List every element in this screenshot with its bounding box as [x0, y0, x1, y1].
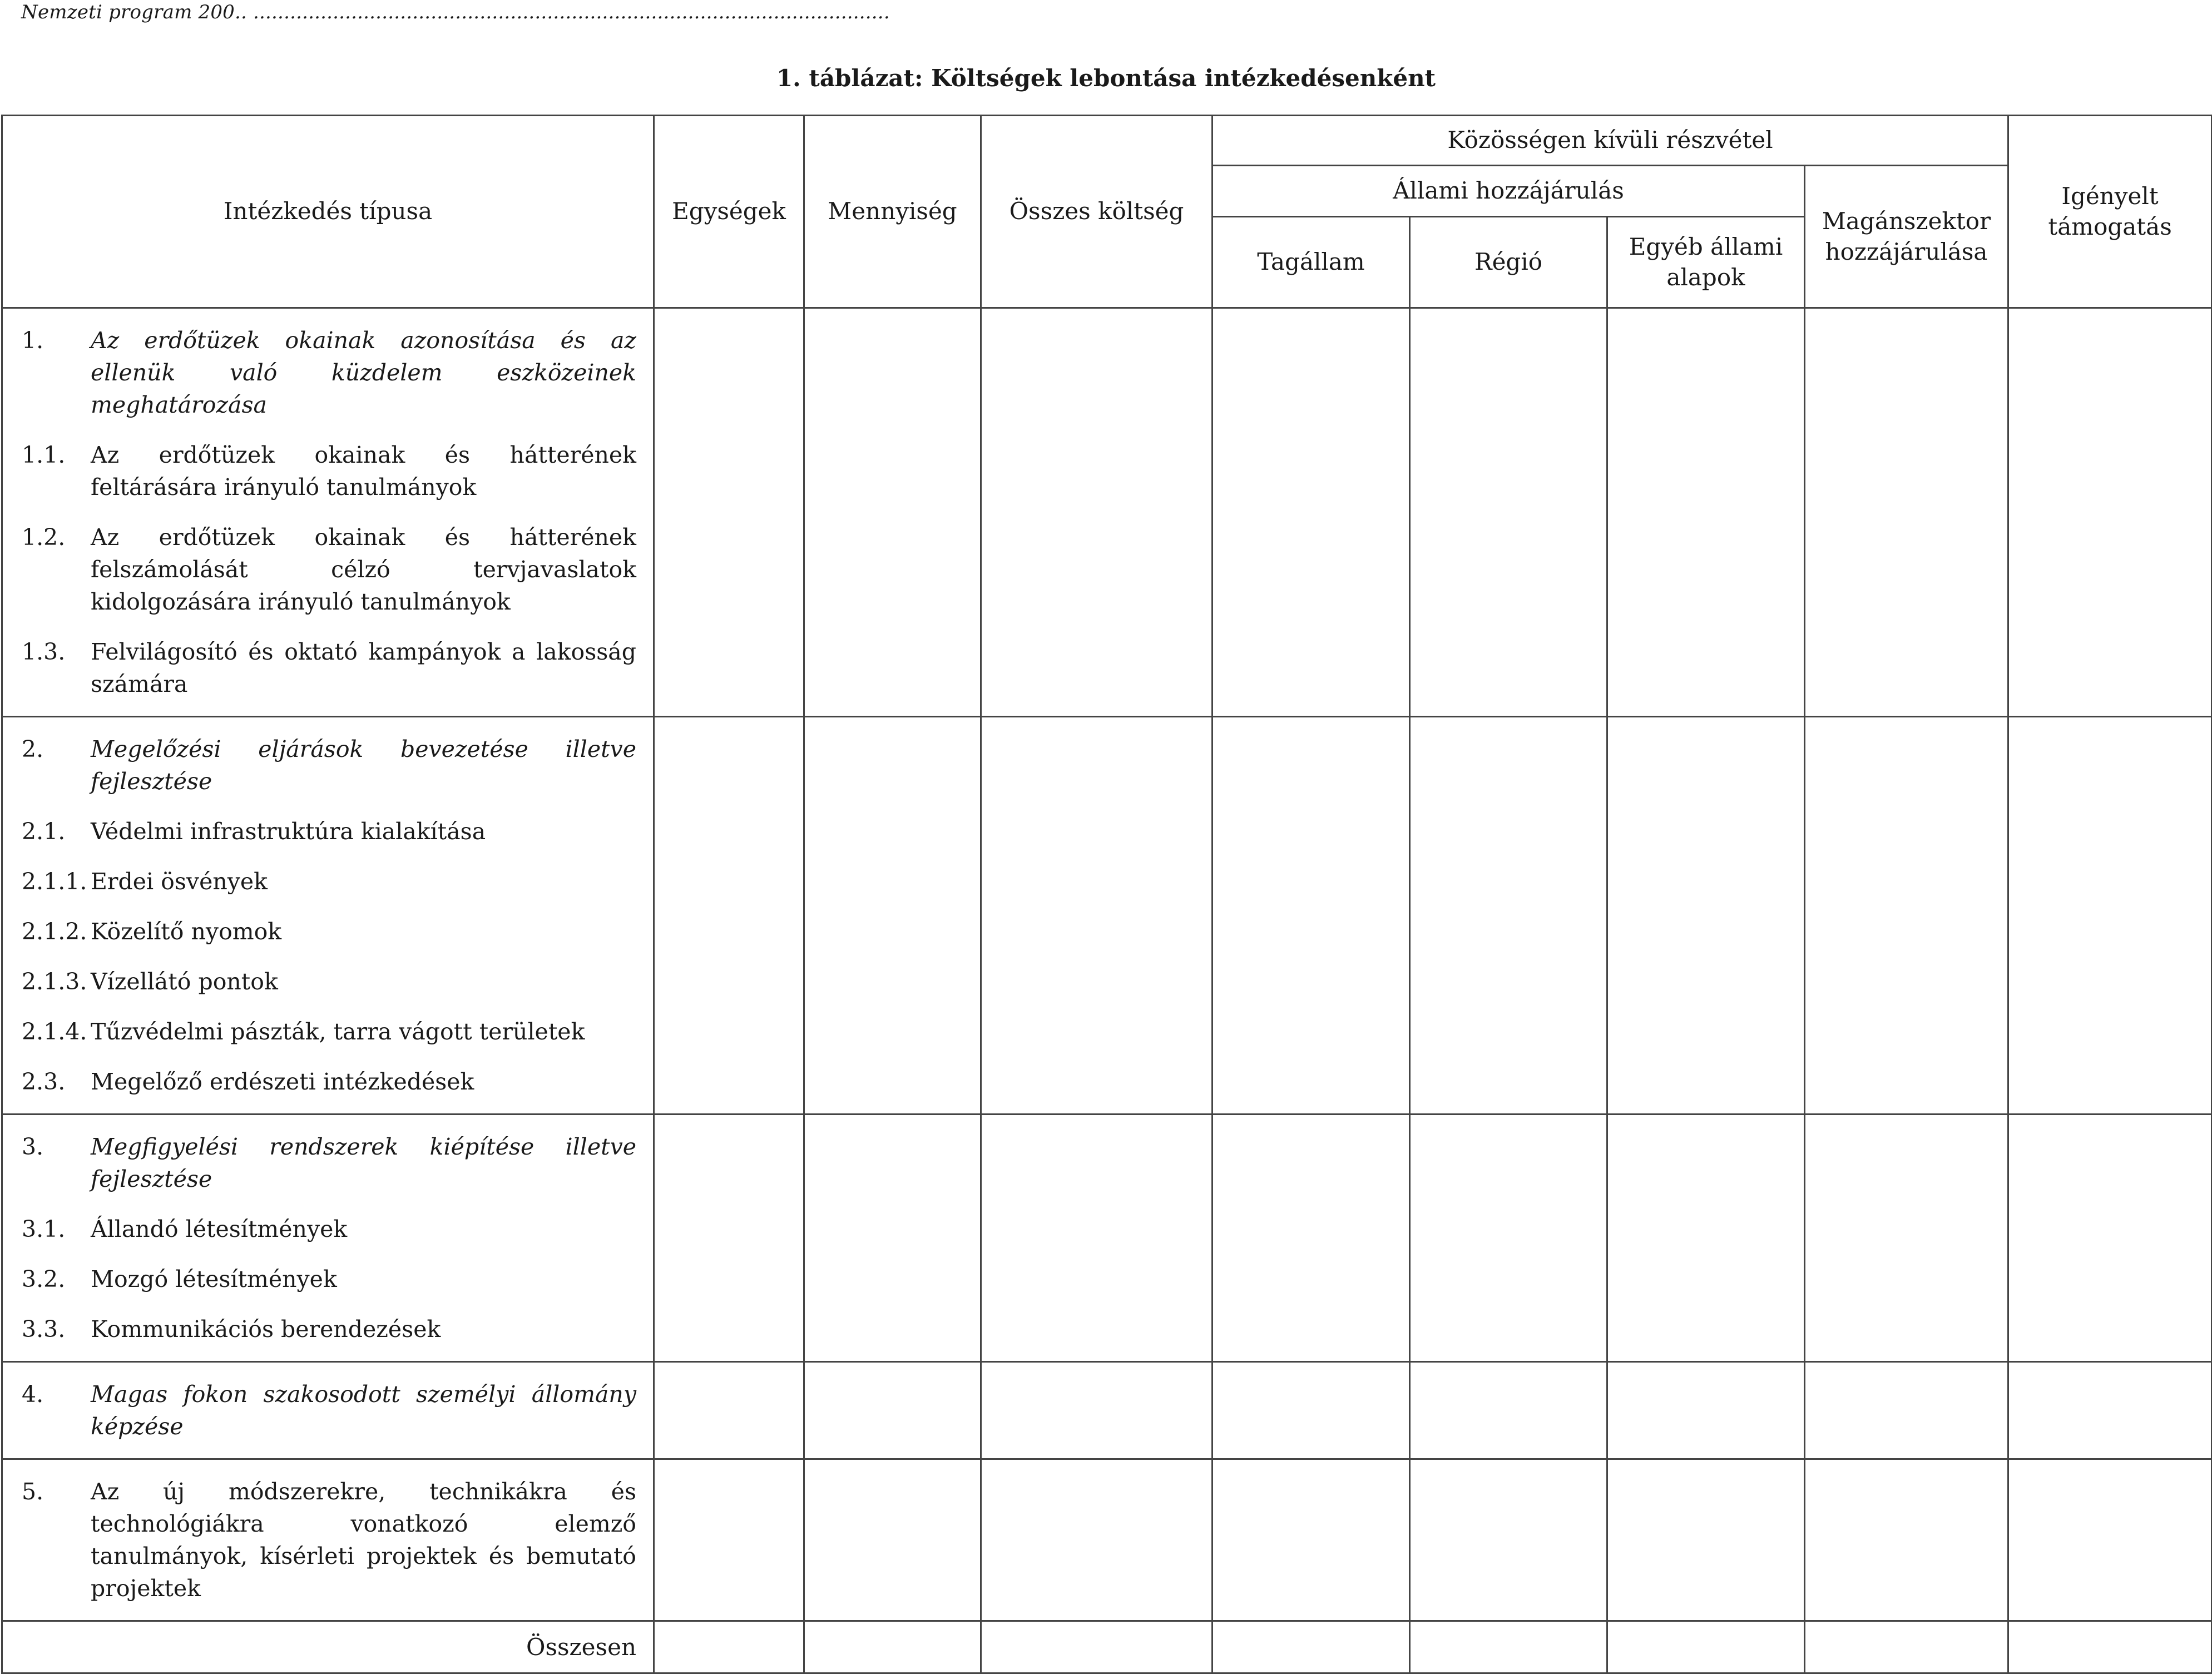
- list-item: [22, 1263, 636, 1295]
- measure-description-cell: [2, 308, 654, 717]
- empty-value-cell: [804, 717, 981, 1115]
- empty-value-cell: [654, 1362, 804, 1459]
- item-number: 2.: [22, 736, 44, 762]
- table-row-group-4: [2, 1362, 2212, 1459]
- empty-value-cell: [1607, 717, 1805, 1115]
- col-header-member-state: Tagállam: [1213, 217, 1410, 308]
- empty-total-cell: [1410, 1621, 1607, 1673]
- empty-value-cell: [1607, 1362, 1805, 1459]
- list-item: [22, 1475, 636, 1604]
- item-text: Megfigyelési rendszerek kiépítése illetve fejlesztése: [91, 1133, 636, 1192]
- empty-value-cell: [1805, 1362, 2008, 1459]
- list-item: [22, 965, 636, 998]
- empty-value-cell: [1410, 1362, 1607, 1459]
- empty-value-cell: [1410, 308, 1607, 717]
- item-text: Az új módszerekre, technikákra és technológiákra vonatkozó elemző tanulmányok, kísérleti projektek és bemutató projektek: [91, 1478, 636, 1602]
- item-number: 1.1.: [22, 442, 66, 468]
- item-number: 4.: [22, 1381, 44, 1408]
- empty-value-cell: [804, 1115, 981, 1362]
- empty-total-cell: [981, 1621, 1213, 1673]
- empty-value-cell: [1607, 1115, 1805, 1362]
- empty-value-cell: [2008, 1362, 2212, 1459]
- list-item: [22, 636, 636, 700]
- list-item: [22, 1313, 636, 1345]
- item-text: Megelőzési eljárások bevezetése illetve fejlesztése: [91, 736, 636, 795]
- item-number: 2.1.1.: [22, 868, 87, 895]
- list-item: [22, 1131, 636, 1195]
- empty-value-cell: [981, 308, 1213, 717]
- item-number: 1.3.: [22, 638, 66, 665]
- list-item: [22, 1016, 636, 1048]
- empty-value-cell: [1805, 308, 2008, 717]
- list-item: [22, 733, 636, 798]
- table-row-group-1: [2, 308, 2212, 717]
- total-label: Összesen: [2, 1621, 654, 1673]
- list-item: [22, 324, 636, 421]
- table-row-total: [2, 1621, 2212, 1673]
- empty-value-cell: [2008, 717, 2212, 1115]
- item-text: Védelmi infrastruktúra kialakítása: [91, 818, 486, 845]
- item-text: Felvilágosító és oktató kampányok a lakosság számára: [91, 638, 636, 697]
- item-number: 1.: [22, 327, 44, 354]
- empty-total-cell: [2008, 1621, 2212, 1673]
- list-item: [22, 815, 636, 848]
- empty-value-cell: [981, 1459, 1213, 1621]
- empty-value-cell: [981, 1362, 1213, 1459]
- empty-total-cell: [1805, 1621, 2008, 1673]
- list-item: [22, 439, 636, 503]
- measure-description-cell: [2, 1115, 654, 1362]
- col-header-non-community: Közösségen kívüli részvétel: [1213, 116, 2008, 166]
- empty-value-cell: [654, 308, 804, 717]
- cost-breakdown-table: [1, 115, 2212, 1674]
- empty-value-cell: [804, 1459, 981, 1621]
- col-header-region: Régió: [1410, 217, 1607, 308]
- empty-value-cell: [2008, 1115, 2212, 1362]
- empty-value-cell: [2008, 1459, 2212, 1621]
- empty-value-cell: [1410, 1459, 1607, 1621]
- empty-value-cell: [1213, 1362, 1410, 1459]
- item-number: 2.1.3.: [22, 968, 87, 995]
- measure-description-cell: [2, 717, 654, 1115]
- table-row-group-3: [2, 1115, 2212, 1362]
- item-text: Mozgó létesítmények: [91, 1266, 337, 1292]
- empty-value-cell: [1607, 1459, 1805, 1621]
- list-item: [22, 1066, 636, 1098]
- item-number: 2.3.: [22, 1068, 66, 1095]
- item-number: 3.1.: [22, 1216, 66, 1242]
- col-header-other-state-funds: Egyéb állami alapok: [1607, 217, 1805, 308]
- empty-value-cell: [1607, 308, 1805, 717]
- item-number: 3.2.: [22, 1266, 66, 1292]
- item-number: 3.: [22, 1133, 44, 1160]
- col-header-state-contribution: Állami hozzájárulás: [1213, 166, 1805, 217]
- table-body: [2, 308, 2212, 1673]
- empty-total-cell: [654, 1621, 804, 1673]
- empty-value-cell: [981, 1115, 1213, 1362]
- measure-description-cell: [2, 1459, 654, 1621]
- table-row-group-5: [2, 1459, 2212, 1621]
- item-text: Megelőző erdészeti intézkedések: [91, 1068, 474, 1095]
- item-text: Kommunikációs berendezések: [91, 1316, 441, 1343]
- empty-value-cell: [1213, 1459, 1410, 1621]
- item-number: 3.3.: [22, 1316, 66, 1343]
- item-text: Az erdőtüzek okainak és hátterének felszámolását célzó tervjavaslatok kidolgozására irányuló tanulmányok: [91, 524, 636, 615]
- empty-value-cell: [1213, 308, 1410, 717]
- col-header-units: Egységek: [654, 116, 804, 308]
- empty-value-cell: [804, 1362, 981, 1459]
- empty-value-cell: [981, 717, 1213, 1115]
- document-header: Nemzeti program 200.. ........................................................................................................: [21, 1, 890, 23]
- empty-total-cell: [1213, 1621, 1410, 1673]
- list-item: [22, 521, 636, 618]
- item-number: 2.1.2.: [22, 918, 87, 945]
- col-header-quantity: Mennyiség: [804, 116, 981, 308]
- col-header-requested-support: Igényelt támogatás: [2008, 116, 2212, 308]
- empty-value-cell: [1410, 1115, 1607, 1362]
- item-text: Közelítő nyomok: [91, 918, 282, 945]
- empty-value-cell: [1805, 1115, 2008, 1362]
- empty-value-cell: [654, 1115, 804, 1362]
- item-number: 2.1.4.: [22, 1018, 87, 1045]
- item-text: Az erdőtüzek okainak azonosítása és az ellenük való küzdelem eszközeinek meghatározása: [91, 327, 636, 418]
- col-header-total-cost: Összes költség: [981, 116, 1213, 308]
- item-number: 1.2.: [22, 524, 66, 551]
- col-header-private-sector: Magánszektor hozzájárulása: [1805, 166, 2008, 308]
- measure-description-cell: [2, 1362, 654, 1459]
- empty-value-cell: [1213, 1115, 1410, 1362]
- table-row-group-2: [2, 717, 2212, 1115]
- list-item: [22, 865, 636, 898]
- list-item: [22, 915, 636, 948]
- item-text: Erdei ösvények: [91, 868, 268, 895]
- item-text: Vízellátó pontok: [91, 968, 278, 995]
- item-text: Állandó létesítmények: [91, 1216, 348, 1242]
- list-item: [22, 1213, 636, 1245]
- table-title: 1. táblázat: Költségek lebontása intézkedésenként: [776, 65, 1436, 92]
- empty-value-cell: [1805, 717, 2008, 1115]
- item-number: 5.: [22, 1478, 44, 1505]
- empty-total-cell: [1607, 1621, 1805, 1673]
- empty-value-cell: [654, 1459, 804, 1621]
- col-header-measure-type: Intézkedés típusa: [2, 116, 654, 308]
- empty-value-cell: [1410, 717, 1607, 1115]
- empty-value-cell: [2008, 308, 2212, 717]
- empty-value-cell: [804, 308, 981, 717]
- item-number: 2.1.: [22, 818, 66, 845]
- empty-value-cell: [1805, 1459, 2008, 1621]
- list-item: [22, 1378, 636, 1443]
- empty-total-cell: [804, 1621, 981, 1673]
- item-text: Magas fokon szakosodott személyi állomány képzése: [91, 1381, 636, 1440]
- empty-value-cell: [654, 717, 804, 1115]
- item-text: Az erdőtüzek okainak és hátterének feltárására irányuló tanulmányok: [91, 442, 636, 501]
- empty-value-cell: [1213, 717, 1410, 1115]
- item-text: Tűzvédelmi pászták, tarra vágott területek: [91, 1018, 585, 1045]
